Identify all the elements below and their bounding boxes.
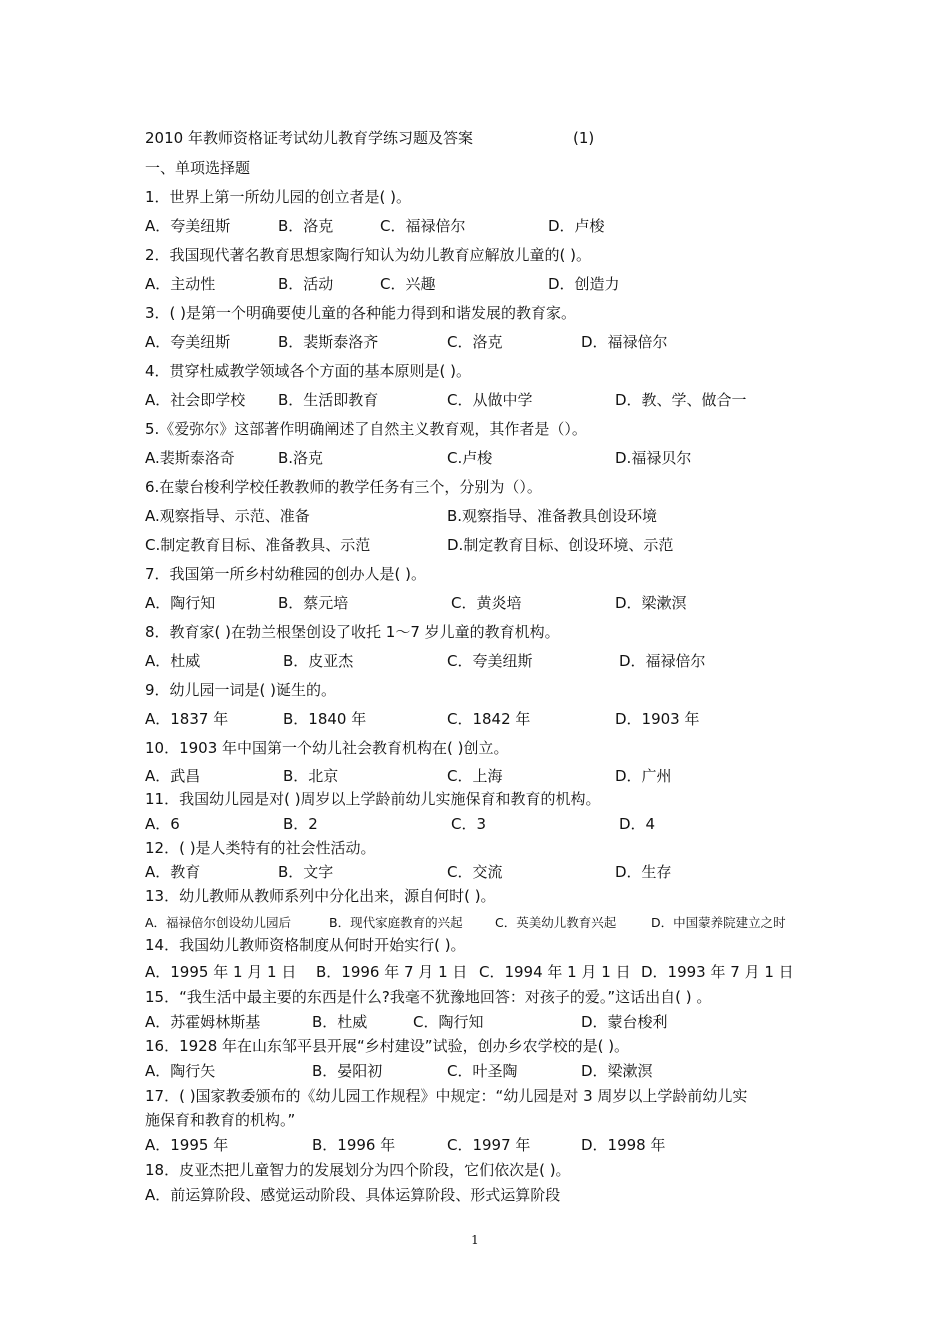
- question-14: 14．我国幼儿教师资格制度从何时开始实行( )。: [145, 936, 466, 954]
- question-16: 16．1928 年在山东邹平县开展“乡村建设”试验，创办乡农学校的是( )。: [145, 1037, 630, 1055]
- question-11: 11．我国幼儿园是对( )周岁以上学龄前幼儿实施保育和教育的机构。: [145, 790, 601, 808]
- option-d: D．福禄倍尔: [581, 333, 668, 351]
- question-9: 9．幼儿园一词是( )诞生的。: [145, 681, 337, 699]
- option-d: D．梁漱溟: [615, 594, 687, 612]
- option-a: A．社会即学校: [145, 391, 246, 409]
- option-b: B．晏阳初: [312, 1062, 383, 1080]
- page-number: 1: [471, 1233, 479, 1247]
- option-a: A．武昌: [145, 767, 201, 785]
- option-a: A.观察指导、示范、准备: [145, 507, 310, 525]
- option-a: A．1995 年 1 月 1 日: [145, 963, 297, 981]
- option-a: A．主动性: [145, 275, 216, 293]
- option-a: A．教育: [145, 863, 201, 881]
- question-4: 4．贯穿杜威教学领域各个方面的基本原则是( )。: [145, 362, 472, 380]
- option-a: A．1837 年: [145, 710, 229, 728]
- option-b: B．皮亚杰: [283, 652, 354, 670]
- option-d: D．1998 年: [581, 1136, 666, 1154]
- option-d: D.制定教育目标、创设环境、示范: [447, 536, 674, 554]
- question-15: 15．“我生活中最主要的东西是什么?我毫不犹豫地回答：对孩子的爱。”这话出自( ) 。: [145, 988, 712, 1006]
- option-b: B．杜威: [312, 1013, 368, 1031]
- option-d: D．福禄倍尔: [619, 652, 706, 670]
- option-b: B．现代家庭教育的兴起: [329, 915, 463, 930]
- option-c: C．洛克: [447, 333, 503, 351]
- option-c: C．1842 年: [447, 710, 531, 728]
- question-8: 8．教育家( )在勃兰根堡创设了收托 1～7 岁儿童的教育机构。: [145, 623, 560, 641]
- question-18: 18．皮亚杰把儿童智力的发展划分为四个阶段，它们依次是( )。: [145, 1161, 571, 1179]
- option-a: A．苏霍姆林斯基: [145, 1013, 261, 1031]
- question-2: 2．我国现代著名教育思想家陶行知认为幼儿教育应解放儿童的( )。: [145, 246, 592, 264]
- option-b: B．1840 年: [283, 710, 367, 728]
- option-c: C．黄炎培: [451, 594, 522, 612]
- option-b: B．蔡元培: [278, 594, 349, 612]
- option-b: B．北京: [283, 767, 339, 785]
- option-c: C.卢梭: [447, 449, 493, 467]
- option-c: C．英美幼儿教育兴起: [495, 915, 617, 930]
- option-a: A．陶行矢: [145, 1062, 216, 1080]
- option-b: B．洛克: [278, 217, 334, 235]
- option-c: C．陶行知: [413, 1013, 484, 1031]
- question-3: 3．( )是第一个明确要使儿童的各种能力得到和谐发展的教育家。: [145, 304, 577, 322]
- question-5: 5.《爱弥尔》这部著作明确阐述了自然主义教育观，其作者是（）。: [145, 420, 587, 438]
- section-heading: 一、单项选择题: [145, 159, 251, 177]
- option-d: D．创造力: [548, 275, 620, 293]
- option-b: B．1996 年 7 月 1 日: [316, 963, 468, 981]
- option-b: B．文字: [278, 863, 334, 881]
- question-13: 13．幼儿教师从教师系列中分化出来，源自何时( )。: [145, 887, 496, 905]
- option-c: C．从做中学: [447, 391, 533, 409]
- option-c: C．夸美纽斯: [447, 652, 533, 670]
- question-6: 6.在蒙台梭利学校任教教师的教学任务有三个，分别为（）。: [145, 478, 542, 496]
- option-d: D．蒙台梭利: [581, 1013, 668, 1031]
- option-d: D.福禄贝尔: [615, 449, 692, 467]
- question-10: 10．1903 年中国第一个幼儿社会教育机构在( )创立。: [145, 739, 509, 757]
- question-17-cont: 施保育和教育的机构。”: [145, 1111, 296, 1129]
- option-a: A．夸美纽斯: [145, 217, 231, 235]
- option-d: D．梁漱溟: [581, 1062, 653, 1080]
- option-b: B．2: [283, 815, 318, 833]
- option-d: D．1993 年 7 月 1 日: [641, 963, 794, 981]
- option-c: C．3: [451, 815, 487, 833]
- option-d: D．教、学、做合一: [615, 391, 747, 409]
- option-c: C．交流: [447, 863, 503, 881]
- option-a: A.裴斯泰洛奇: [145, 449, 235, 467]
- option-b: B．生活即教育: [278, 391, 379, 409]
- option-c: C．福禄倍尔: [380, 217, 466, 235]
- option-a: A．1995 年: [145, 1136, 229, 1154]
- question-7: 7．我国第一所乡村幼稚园的创办人是( )。: [145, 565, 427, 583]
- question-1: 1．世界上第一所幼儿园的创立者是( )。: [145, 188, 412, 206]
- option-c: C．叶圣陶: [447, 1062, 518, 1080]
- option-b: B．活动: [278, 275, 334, 293]
- option-c: C．兴趣: [380, 275, 436, 293]
- question-17: 17．( )国家教委颁布的《幼儿园工作规程》中规定：“幼儿园是对 3 周岁以上学龄前幼儿实: [145, 1087, 748, 1105]
- option-d: D．4: [619, 815, 656, 833]
- option-c: C．上海: [447, 767, 503, 785]
- option-b: B．1996 年: [312, 1136, 396, 1154]
- option-a: A．前运算阶段、感觉运动阶段、具体运算阶段、形式运算阶段: [145, 1186, 561, 1204]
- option-d: D．广州: [615, 767, 672, 785]
- option-d: D．生存: [615, 863, 672, 881]
- option-c: C．1994 年 1 月 1 日: [479, 963, 631, 981]
- option-d: D．卢梭: [548, 217, 605, 235]
- option-a: A．6: [145, 815, 180, 833]
- option-b: B.洛克: [278, 449, 324, 467]
- option-a: A．杜威: [145, 652, 201, 670]
- option-c: C.制定教育目标、准备教具、示范: [145, 536, 371, 554]
- option-d: D．中国蒙养院建立之时: [651, 915, 786, 930]
- option-b: B．裴斯泰洛齐: [278, 333, 379, 351]
- option-b: B.观察指导、准备教具创设环境: [447, 507, 658, 525]
- option-a: A．福禄倍尔创设幼儿园后: [145, 915, 292, 930]
- title-suffix: (1): [573, 129, 595, 147]
- option-c: C．1997 年: [447, 1136, 531, 1154]
- option-a: A．陶行知: [145, 594, 216, 612]
- option-a: A．夸美纽斯: [145, 333, 231, 351]
- option-d: D．1903 年: [615, 710, 700, 728]
- question-12: 12．( )是人类特有的社会性活动。: [145, 839, 376, 857]
- title-text: 2010 年教师资格证考试幼儿教育学练习题及答案: [145, 129, 473, 147]
